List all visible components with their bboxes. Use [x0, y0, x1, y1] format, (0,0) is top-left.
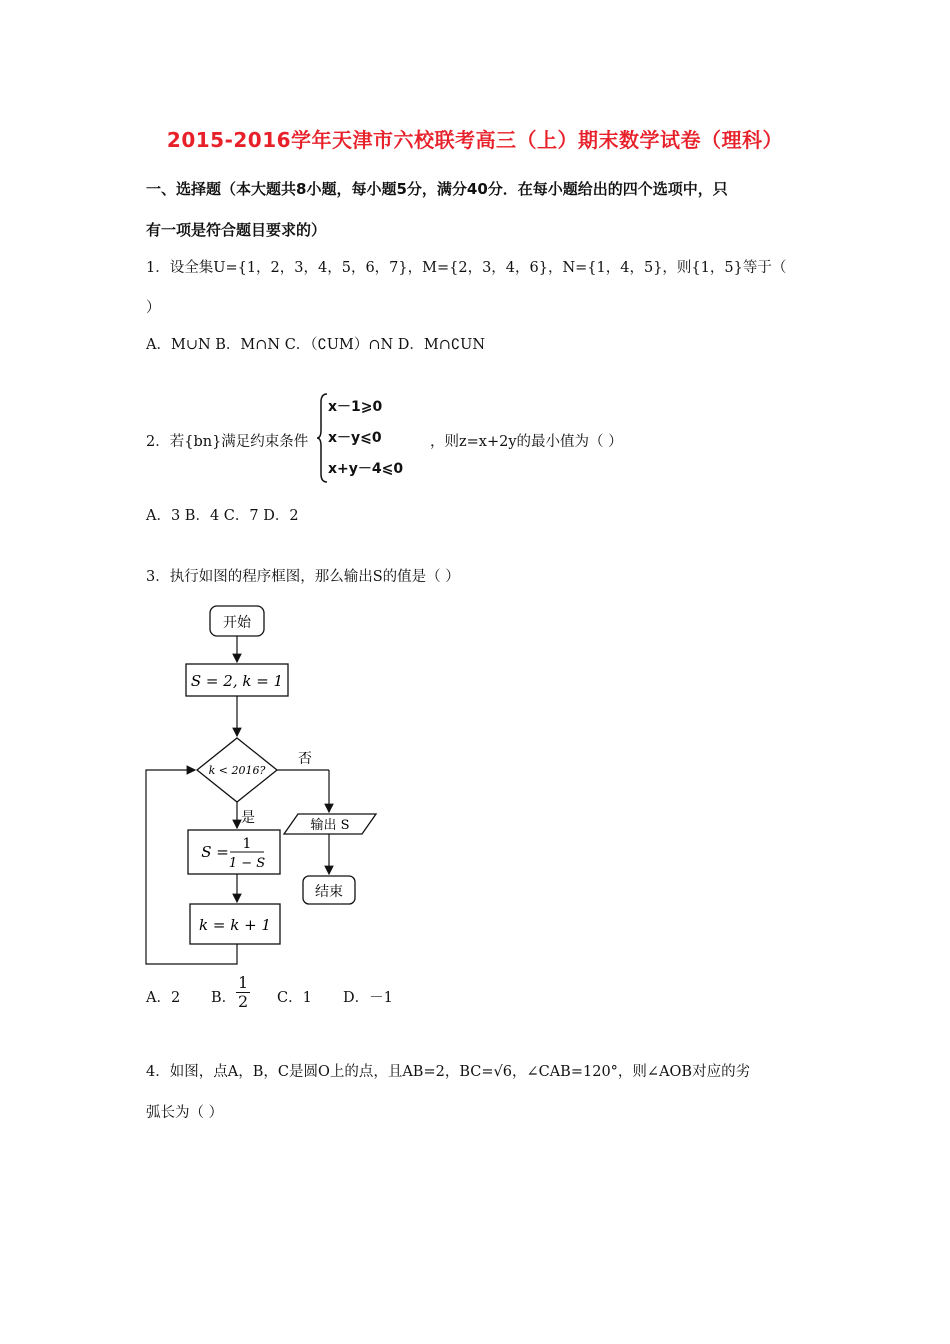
- flow-start-label: 开始: [223, 615, 251, 631]
- constraint-3: x+y－4⩽0: [328, 461, 404, 477]
- flow-assign-s-den: 1 − S: [228, 856, 266, 871]
- flow-decision-label: k < 2016?: [208, 764, 266, 777]
- section-heading-line-2: 有一项是符合题目要求的）: [146, 221, 327, 239]
- question-1-text: 1．设全集U={1，2，3，4，5，6，7}，M={2，3，4，6}，N={1，4，5}，则{1，5}等于（: [146, 260, 787, 276]
- flow-init-label: S = 2, k = 1: [190, 672, 284, 690]
- question-3-option-d: D．－1: [343, 990, 393, 1006]
- constraint-2: x－y⩽0: [328, 430, 382, 446]
- question-3-text: 3．执行如图的程序框图，那么输出S的值是（ ）: [146, 569, 460, 585]
- question-3-option-b: B．: [211, 990, 237, 1006]
- question-3-option-b-fraction: [236, 974, 250, 1011]
- fraction-denominator: 2: [238, 992, 249, 1011]
- question-2-suffix: ，则z=x+2y的最小值为（ ）: [430, 434, 623, 450]
- question-2-options: A．3 B．4 C．7 D．2: [146, 508, 299, 524]
- constraint-system: [316, 392, 426, 484]
- section-heading-line-1: 一、选择题（本大题共8小题，每小题5分，满分40分．在每小题给出的四个选项中，只: [146, 180, 728, 198]
- flowchart: [140, 600, 390, 975]
- question-1-text-cont: ）: [146, 300, 161, 316]
- flow-no-label: 否: [298, 751, 312, 767]
- question-3-option-c: C．1: [277, 990, 312, 1006]
- question-2-prefix: 2．若{bn}满足约束条件: [146, 434, 309, 450]
- question-3-option-a: A．2: [146, 990, 181, 1006]
- fraction-numerator: 1: [238, 973, 249, 992]
- flow-assign-s-lhs: S =: [201, 843, 229, 861]
- flow-assign-s-num: 1: [242, 836, 252, 852]
- flow-output-label: 输出 S: [310, 818, 350, 833]
- question-4-text: 4．如图，点A，B，C是圆O上的点，且AB=2，BC=√6，∠CAB=120°，则∠AOB对应的劣: [146, 1064, 751, 1080]
- question-1-options: A．M∪N B．M∩N C．（∁UM）∩N D．M∩∁UN: [146, 337, 486, 353]
- page-title: 2015-2016学年天津市六校联考高三（上）期末数学试卷（理科）: [166, 128, 784, 152]
- question-4-text-cont: 弧长为（ ）: [146, 1105, 224, 1121]
- flow-end-label: 结束: [315, 884, 343, 900]
- flow-assign-k-label: k = k + 1: [199, 916, 271, 934]
- flow-yes-label: 是: [241, 810, 255, 826]
- constraint-1: x－1⩾0: [328, 399, 383, 415]
